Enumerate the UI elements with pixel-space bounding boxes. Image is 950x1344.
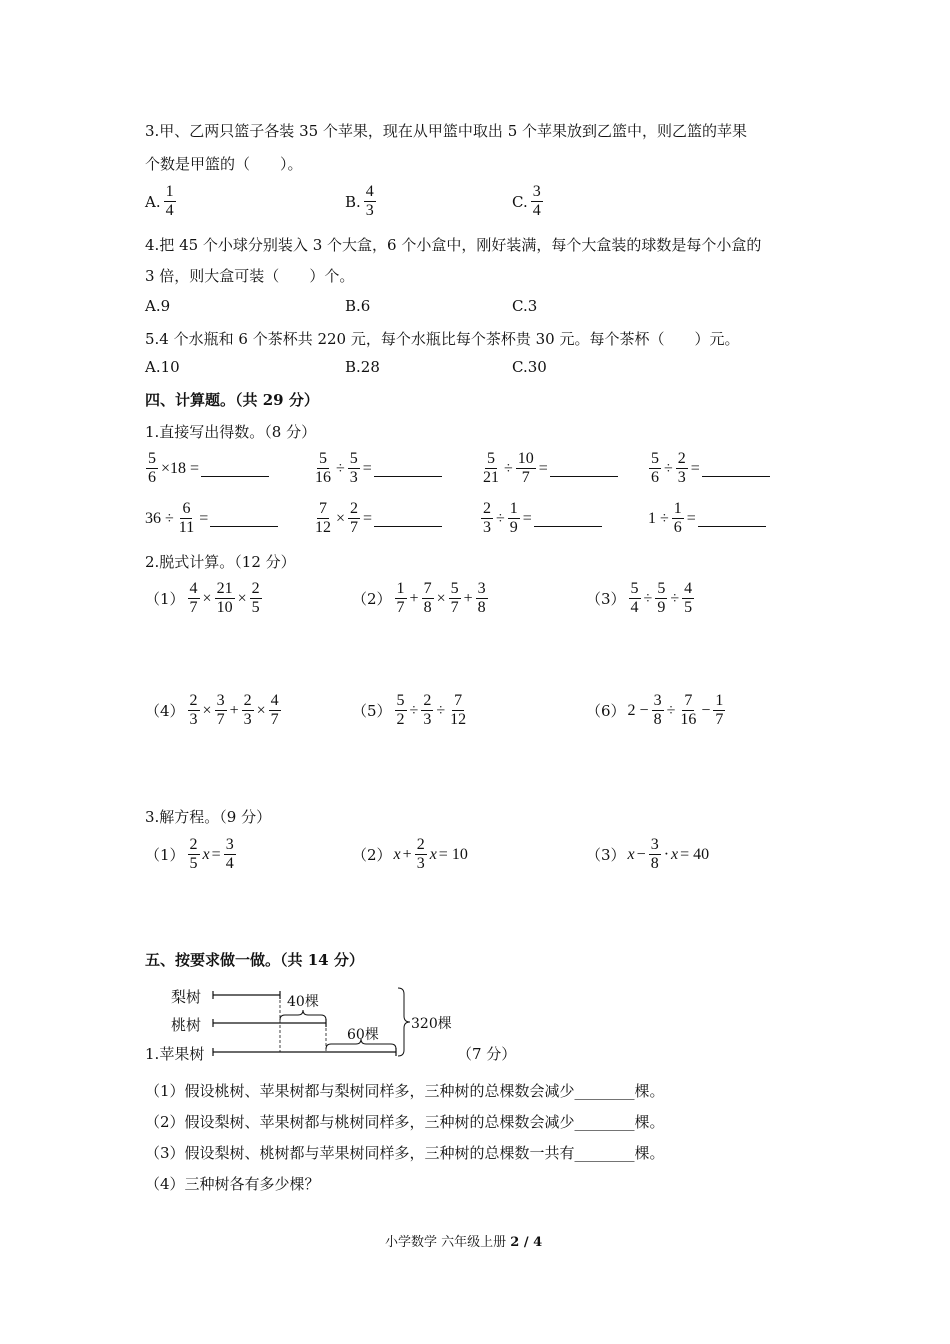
answer-blank[interactable] [201,460,269,477]
brace-40 [280,1010,326,1020]
step-calc-1: （1） $\frac{4}{7}$ × $\frac{21}{10}$ × $\frac{2}{5}$ [145,580,260,616]
page-number: 2 / 4 [510,1235,543,1250]
equation-2: （2） x + $\frac{2}{3}$ x = 10 [352,836,468,872]
step-calc-5: （5） $\frac{5}{2}$ ÷ $\frac{2}{3}$ ÷ $\frac{7}{12}$ [352,692,467,728]
q3-option-c: C. $\frac{3}{4}$ [512,183,541,219]
q3-text-line2: 个数是甲篮的（ ）。 [145,155,303,173]
peach-label: 桃树 [171,1016,202,1034]
step-calc-6: （6） 2 − $\frac{3}{8}$ ÷ $\frac{7}{16}$ − $\frac{1}{7}$ [586,692,724,728]
answer-blank[interactable] [702,460,770,477]
q5-option-c: C.30 [512,358,547,376]
q4-option-c: C.3 [512,297,538,315]
step-calc-4: （4） $\frac{2}{3}$ × $\frac{3}{7}$ + $\frac{2}{3}$ × $\frac{4}{7}$ [145,692,279,728]
direct-expr-2: $\frac{5}{16}$ ÷ $\frac{5}{3}$ = [312,450,442,487]
answer-blank[interactable] [374,460,442,477]
answer-blank[interactable] [210,510,278,527]
answer-blank[interactable] [698,510,766,527]
brace-total [398,988,410,1056]
total-label: 320棵 [411,1016,452,1032]
direct-expr-4: $\frac{5}{6}$ ÷ $\frac{2}{3}$ = [648,450,770,487]
step-calc-3: （3） $\frac{5}{4}$ ÷ $\frac{5}{9}$ ÷ $\frac{4}{5}$ [586,580,693,616]
equation-title: 3.解方程。（9 分） [145,808,272,826]
q4-option-a: A.9 [145,297,171,315]
q3-text-line1: 3.甲、乙两只篮子各装 35 个苹果，现在从甲篮中取出 5 个苹果放到乙篮中，则乙篮的苹果 [145,122,748,140]
pear-label: 梨树 [171,988,202,1006]
direct-expr-7: $\frac{2}{3}$ ÷ $\frac{1}{9}$ = [480,500,602,537]
sub-question-4: （4）三种树各有多少棵？ [145,1175,320,1193]
answer-blank[interactable] [534,510,602,527]
apple-label: 1.苹果树 [145,1045,205,1063]
q4-text-line2: 3 倍，则大盒可装（ ）个。 [145,267,355,285]
diff-60-label: 60棵 [347,1027,379,1043]
equation-3: （3） x − $\frac{3}{8}$ · x = 40 [586,836,710,872]
direct-expr-8: 1 ÷ $\frac{1}{6}$ = [648,500,766,537]
q5-option-a: A.10 [145,358,180,376]
step-calc-title: 2.脱式计算。（12 分） [145,553,296,571]
section4-title: 四、计算题。（共 29 分） [145,391,319,409]
answer-blank[interactable] [550,460,618,477]
sub-question-1: （1）假设桃树、苹果树都与梨树同样多，三种树的总棵数会减少________棵。 [145,1082,665,1100]
direct-expr-3: $\frac{5}{21}$ ÷ $\frac{10}{7}$ = [480,450,618,487]
direct-expr-6: $\frac{7}{12}$ × $\frac{2}{7}$ = [312,500,442,537]
q5-option-b: B.28 [345,358,380,376]
q3-option-b: B. $\frac{4}{3}$ [345,183,374,219]
diff-40-label: 40棵 [287,994,319,1010]
q4-option-b: B.6 [345,297,371,315]
sub-question-3: （3）假设梨树、桃树都与苹果树同样多，三种树的总棵数一共有________棵。 [145,1144,665,1162]
direct-calc-title: 1.直接写出得数。（8 分） [145,423,317,441]
q5-text: 5.4 个水瓶和 6 个茶杯共 220 元，每个水瓶比每个茶杯贵 30 元。每个茶杯（ ）元。 [145,330,740,348]
page-footer: 小学数学 六年级上册 2 / 4 [385,1235,543,1250]
section5-q1-score: （7 分） [457,1045,517,1063]
section5-title: 五、按要求做一做。（共 14 分） [145,951,364,969]
answer-blank[interactable] [374,510,442,527]
direct-expr-1: $\frac{5}{6}$ ×18 = [145,450,269,487]
direct-expr-5: 36 ÷ $\frac{6}{11}$ = [145,500,278,537]
step-calc-2: （2） $\frac{1}{7}$ + $\frac{7}{8}$ × $\frac{5}{7}$ + $\frac{3}{8}$ [352,580,486,616]
equation-1: （1） $\frac{2}{5}$ x = $\frac{3}{4}$ [145,836,234,872]
q4-text-line1: 4.把 45 个小球分别装入 3 个大盒，6 个小盒中，刚好装满，每个大盒装的球数是每个小盒的 [145,236,762,254]
sub-question-2: （2）假设梨树、苹果树都与桃树同样多，三种树的总棵数会减少________棵。 [145,1113,665,1131]
q3-option-a: A. $\frac{1}{4}$ [145,183,174,219]
